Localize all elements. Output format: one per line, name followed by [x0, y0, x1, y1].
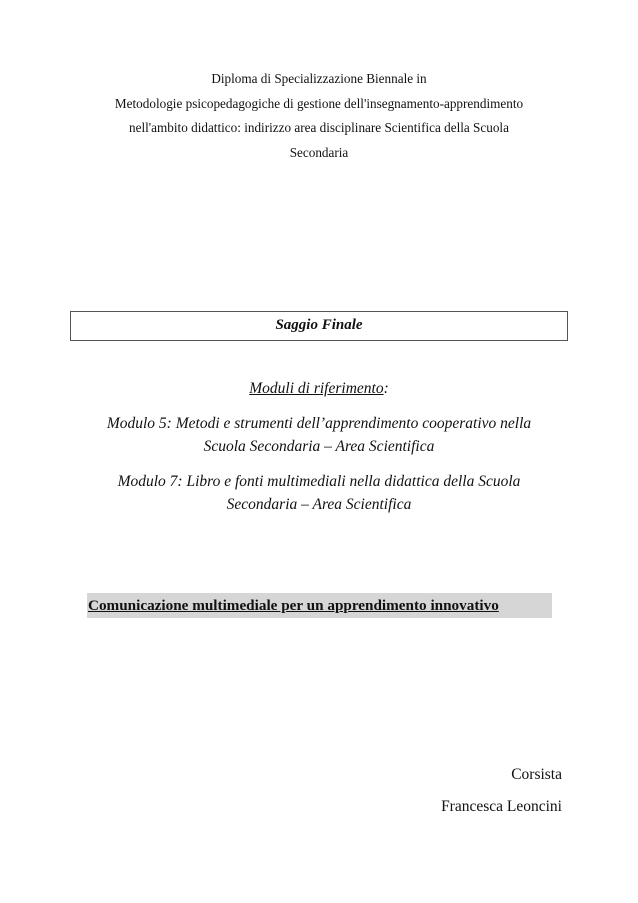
diploma-header — [70, 67, 568, 165]
header-line-1: Diploma di Specializzazione Biennale in — [211, 71, 427, 86]
author-name: Francesca Leoncini — [441, 798, 562, 815]
saggio-finale-box — [70, 311, 568, 341]
author-block — [441, 759, 562, 823]
modulo-5 — [70, 412, 568, 458]
header-line-3: nell'ambito didattico: indirizzo area disciplinare Scientifica della Scuola — [129, 120, 509, 135]
modulo-7-line-2: Secondaria – Area Scientifica — [226, 496, 412, 513]
document-title — [87, 593, 552, 618]
moduli-heading-line — [70, 377, 568, 400]
modulo-7-line-1: Modulo 7: Libro e fonti multimediali nella didattica della Scuola — [117, 473, 521, 490]
moduli-heading — [70, 377, 568, 400]
header-line-2: Metodologie psicopedagogiche di gestione dell'insegnamento-apprendimento — [114, 95, 524, 111]
saggio-finale-label: Saggio Finale — [275, 317, 363, 333]
header-line-4: Secondaria — [289, 144, 349, 160]
modulo-5-line-1: Modulo 5: Metodi e strumenti dell’apprendimento cooperativo nella — [106, 415, 532, 432]
author-role: Corsista — [511, 766, 562, 783]
document-title-text: Comunicazione multimediale per un apprendimento innovativo — [88, 597, 499, 614]
moduli-heading-colon: : — [383, 380, 389, 397]
modulo-7 — [70, 470, 568, 516]
moduli-heading-text: Moduli di riferimento — [249, 380, 384, 397]
modulo-5-line-2: Scuola Secondaria – Area Scientifica — [203, 438, 435, 455]
